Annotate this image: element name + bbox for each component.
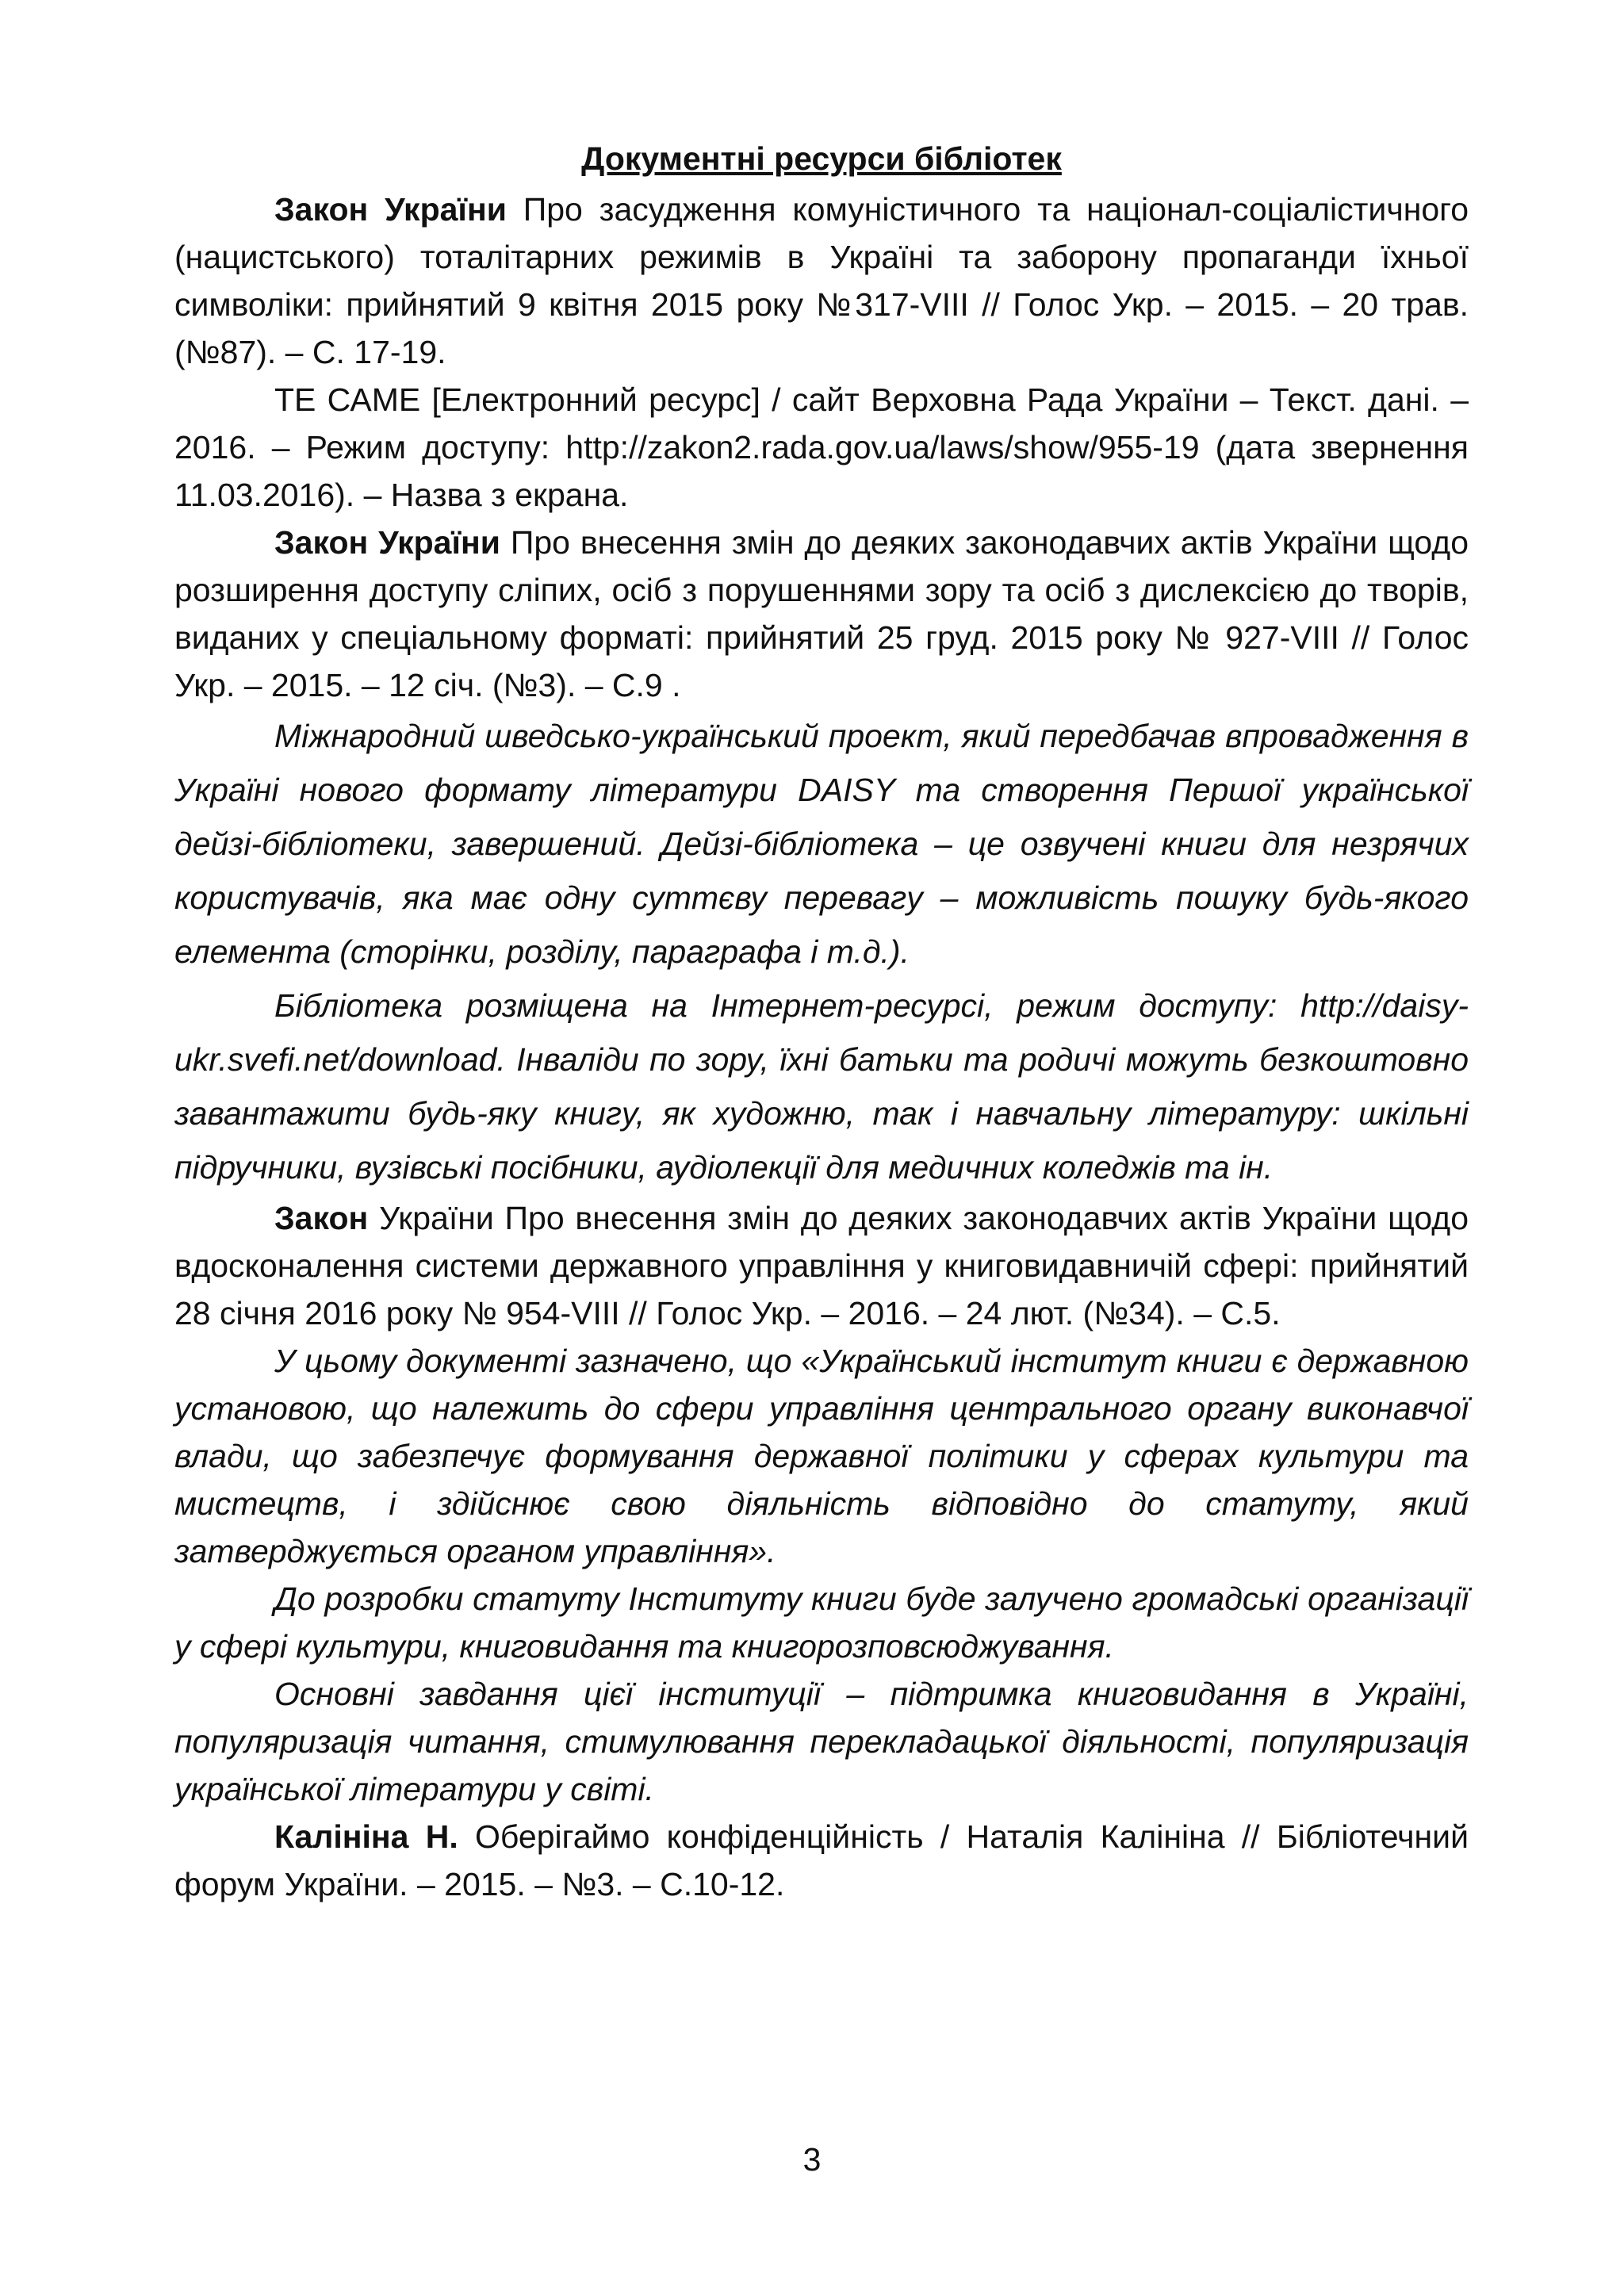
entry-law-927 <box>174 519 1469 709</box>
entry-bold: Калініна Н. <box>274 1818 458 1855</box>
entry-same-electronic <box>174 376 1469 519</box>
entry-kalinina <box>174 1813 1469 1908</box>
note-book-institute <box>174 1337 1469 1575</box>
entry-text: України Про внесення змін до деяких законодавчих актів України щодо вдосконалення системи державного управління у книговидавничій сфері: прийнятий 28 січня 2016 року № 954-VIII // Голос Укр. – 2016. – 24 лют. (№34). – С.5. <box>174 1200 1469 1331</box>
entry-text: Оберігаймо конфіденційність / Наталія Калініна // Бібліотечний форум України. – 2015. – №3. – С.10-12. <box>174 1818 1469 1902</box>
note-text: Бібліотека розміщена на Інтернет-ресурсі, режим доступу: http://daisy-ukr.svefi.net/download. Інваліди по зору, їхні батьки та родичі можуть безкоштовно завантажити будь-яку книгу, як художню, так і навчальну літературу: шкільні підручники, вузівські посібники, аудіолекції для медичних коледжів та ін. <box>174 987 1469 1186</box>
entry-bold: Закон України <box>274 191 507 228</box>
entry-text: ТЕ САМЕ [Електронний ресурс] / сайт Верховна Рада України – Текст. дані. – 2016. – Режим доступу: http://zakon2.rada.gov.ua/laws/show/955-19 (дата звернення 11.03.2016). – Назва з екрана. <box>174 381 1469 513</box>
page-title: Документні ресурси бібліотек <box>581 140 1062 177</box>
note-library-access <box>174 979 1469 1194</box>
page-number: 3 <box>802 2141 822 2178</box>
entry-text: Про засудження комуністичного та націонал-соціалістичного (нацистського) тоталітарних режимів в Україні та заборону пропаганди їхньої символіки: прийнятий 9 квітня 2015 року №317-VIII // Голос Укр. – 2015. – 20 трав. (№87). – С. 17-19. <box>174 191 1469 370</box>
entry-bold: Закон України <box>274 524 500 561</box>
note-institute-statute <box>174 1575 1469 1670</box>
entry-law-954 <box>174 1194 1469 1337</box>
note-institute-tasks <box>174 1670 1469 1813</box>
entry-law-317 <box>174 186 1469 376</box>
note-text: Основні завдання цієї інституції – підтримка книговидання в Україні, популяризація читання, стимулювання перекладацької діяльності, популяризація української літератури у світі. <box>174 1676 1469 1807</box>
entry-text: Про внесення змін до деяких законодавчих актів України щодо розширення доступу сліпих, осіб з порушеннями зору та осіб з дислексією до творів, виданих у спеціальному форматі: прийнятий 25 груд. 2015 року № 927-VIII // Голос Укр. – 2015. – 12 січ. (№3). – С.9 . <box>174 524 1469 703</box>
note-daisy-project <box>174 709 1469 979</box>
note-text: У цьому документі зазначено, що «Український інститут книги є державною установою, що належить до сфери управління центрального органу виконавчої влади, що забезпечує формування державної політики у сферах культури та мистецтв, і здійснює свою діяльність відповідно до статуту, який затверджується органом управління». <box>174 1343 1469 1569</box>
document-page <box>174 135 1469 1908</box>
note-text: Міжнародний шведсько-український проект, який передбачав впровадження в Україні нового формату літератури DAISY та створення Першої української дейзі-бібліотеки, завершений. Дейзі-бібліотека – це озвучені книги для незрячих користувачів, яка має одну суттєву перевагу – можливість пошуку будь-якого елемента (сторінки, розділу, параграфа і т.д.). <box>174 718 1469 970</box>
entry-bold: Закон <box>274 1200 369 1236</box>
note-text: До розробки статуту Інституту книги буде залучено громадські організації у сфері культури, книговидання та книгорозповсюджування. <box>174 1580 1469 1665</box>
